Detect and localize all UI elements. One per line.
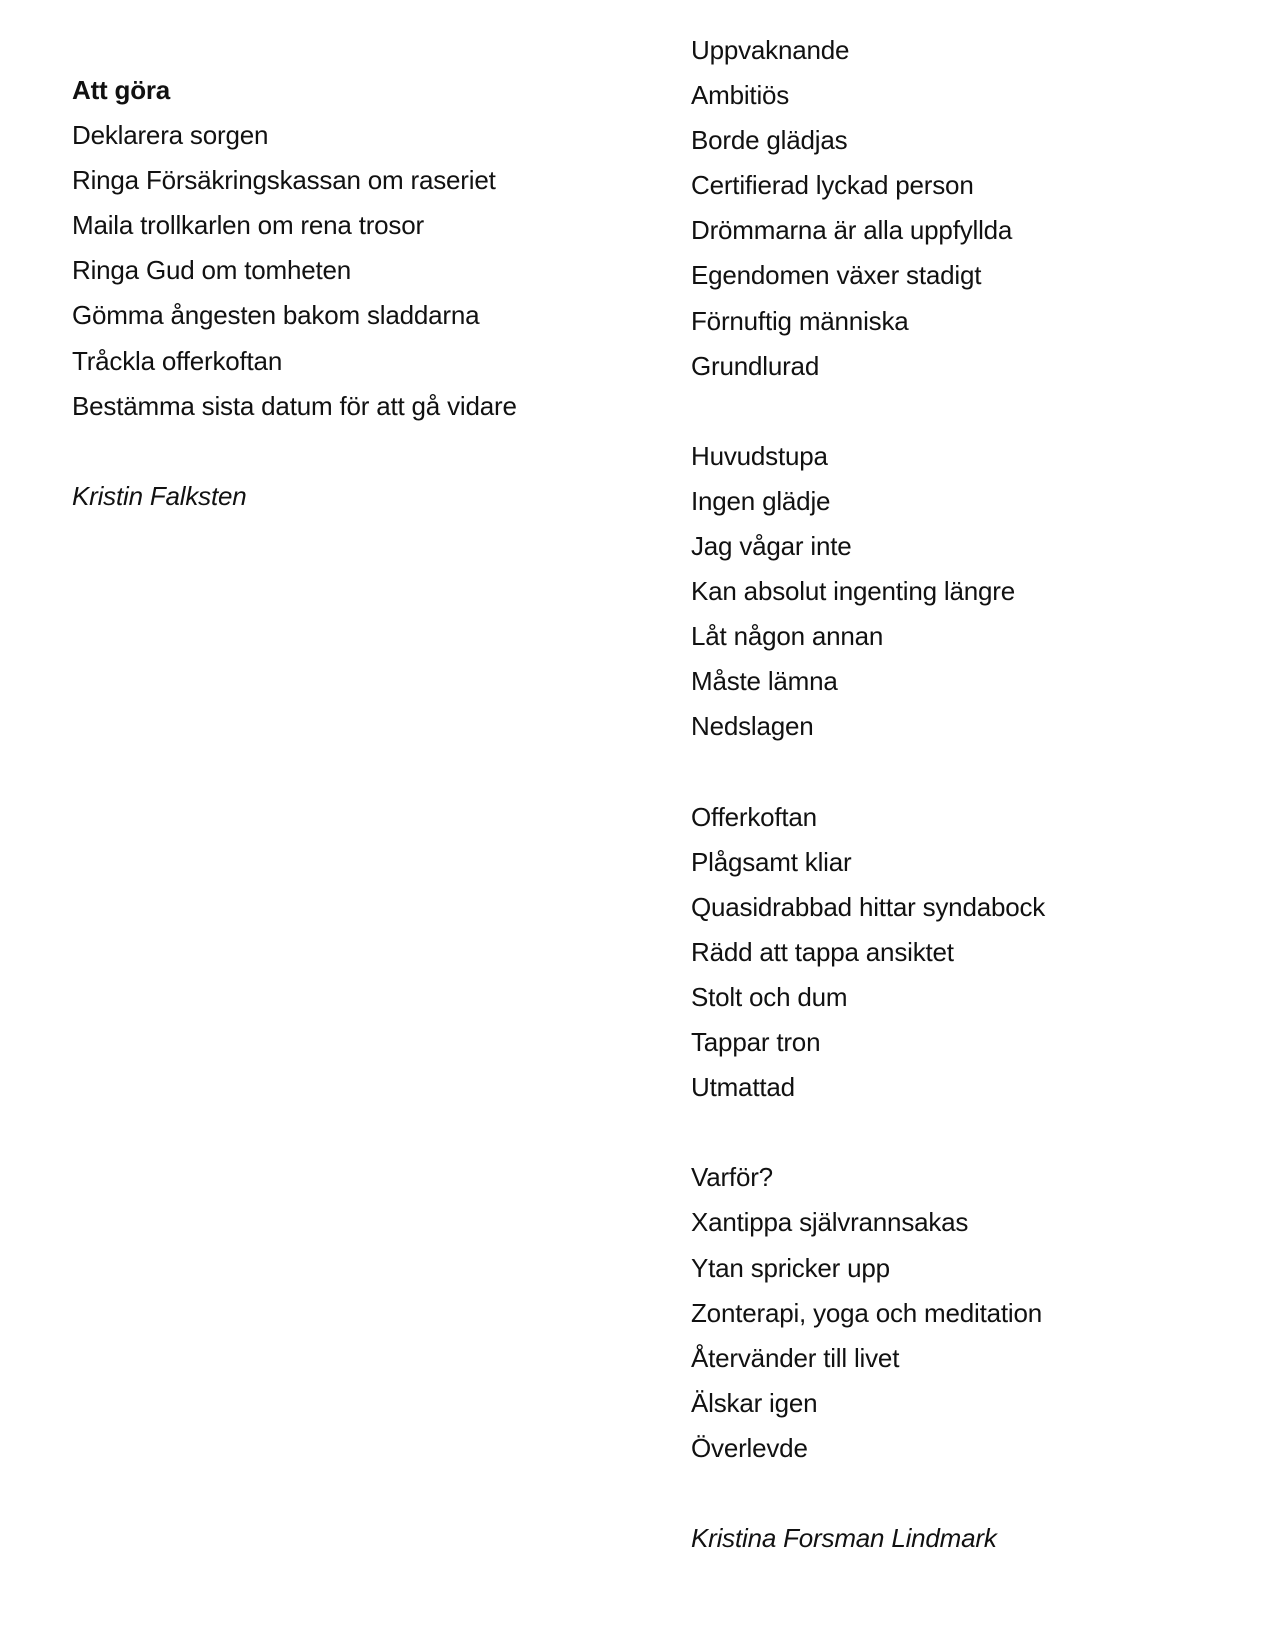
- poem-line: Ringa Försäkringskassan om raseriet: [72, 165, 496, 196]
- stanza-gap: [691, 1110, 1251, 1155]
- poem-line: Drömmarna är alla uppfyllda: [691, 215, 1013, 246]
- poem-line: Gömma ångesten bakom sladdarna: [72, 300, 480, 331]
- stanza-gap: [691, 750, 1251, 795]
- stanza: [691, 28, 1251, 389]
- poem-line: Uppvaknande: [691, 35, 850, 65]
- poem-line: Maila trollkarlen om rena trosor: [72, 210, 424, 241]
- poem-line: Ingen glädje: [691, 485, 831, 516]
- poem-line: Kan absolut ingenting längre: [691, 576, 1015, 607]
- poem-author: Kristina Forsman Lindmark: [691, 1523, 997, 1554]
- poem-line: Egendomen växer stadigt: [691, 260, 982, 291]
- stanza: [691, 795, 1251, 1111]
- poem-line: Tappar tron: [691, 1027, 821, 1058]
- poem-line: Offerkoftan: [691, 801, 817, 832]
- poem-abc: [691, 28, 1251, 1561]
- poem-line: Låt någon annan: [691, 621, 884, 652]
- poem-line: Varför?: [691, 1162, 773, 1193]
- poem-line: Huvudstupa: [691, 440, 828, 471]
- stanza-gap: [691, 1471, 1251, 1516]
- poem-line: Zonterapi, yoga och meditation: [691, 1297, 1042, 1328]
- stanza-gap: [691, 389, 1251, 434]
- poem-line: Utmattad: [691, 1072, 795, 1103]
- poem-line: Överlevde: [691, 1432, 808, 1463]
- poem-line: Plågsamt kliar: [691, 846, 852, 877]
- poem-title: Att göra: [72, 75, 171, 105]
- poem-att-gora: [72, 68, 632, 519]
- poem-line: Grundlurad: [691, 350, 820, 381]
- poem-line: Ytan spricker upp: [691, 1252, 890, 1283]
- poem-line: Bestämma sista datum för att gå vidare: [72, 390, 517, 421]
- stanza: [691, 434, 1251, 750]
- poem-line: Jag vågar inte: [691, 531, 852, 562]
- poem-line: Rädd att tappa ansiktet: [691, 936, 954, 967]
- poem-line: Förnuftig människa: [691, 305, 909, 336]
- poem-line: Nedslagen: [691, 711, 814, 742]
- stanza-gap: [72, 429, 632, 474]
- poem-line: Xantippa självrannsakas: [691, 1207, 969, 1238]
- poem-line: Ambitiös: [691, 80, 790, 111]
- stanza: [691, 1155, 1251, 1471]
- poem-author: Kristin Falksten: [72, 480, 247, 511]
- poem-line: Deklarera sorgen: [72, 120, 269, 151]
- poem-line: Måste lämna: [691, 666, 838, 697]
- poem-line: Återvänder till livet: [691, 1342, 900, 1373]
- poem-line: Borde glädjas: [691, 125, 848, 156]
- poem-line: Älskar igen: [691, 1387, 818, 1418]
- poem-line: Quasidrabbad hittar syndabock: [691, 891, 1046, 922]
- poem-line: Certifierad lyckad person: [691, 170, 974, 201]
- poem-line: Stolt och dum: [691, 981, 848, 1012]
- poem-line: Ringa Gud om tomheten: [72, 255, 352, 286]
- poem-line: Tråckla offerkoftan: [72, 345, 283, 376]
